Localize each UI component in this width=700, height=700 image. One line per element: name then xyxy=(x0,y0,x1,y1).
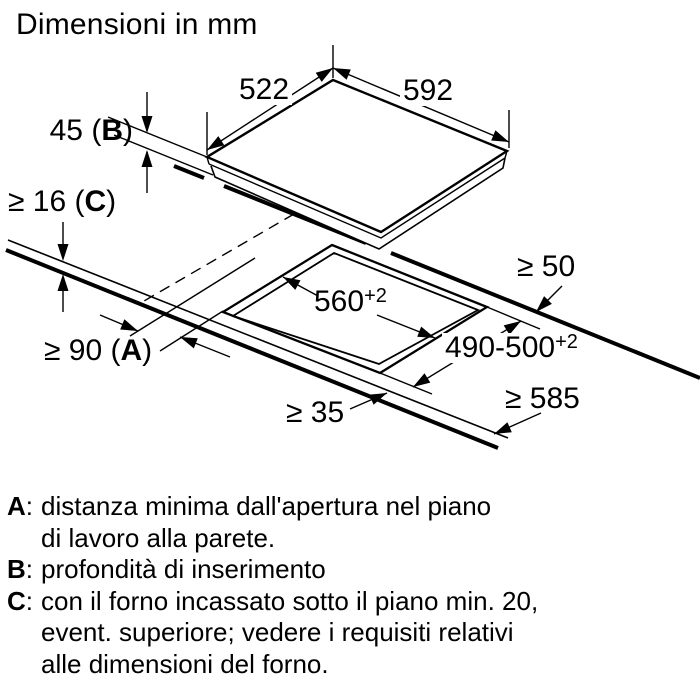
dimension-16C xyxy=(58,222,69,312)
label-490-500: $490-500^{+2}$ xyxy=(442,333,581,363)
label-592: 592 xyxy=(400,76,456,106)
legend-item-C-cont: event. superiore; vedere i requisiti relativi xyxy=(41,617,514,647)
legend-item-C: C: con il forno incassato sotto il piano min. 20, xyxy=(7,585,539,616)
label-16C: ≥ 16 (C) xyxy=(8,185,117,218)
label-522: 522 xyxy=(236,75,292,105)
page-title: Dimensioni in mm xyxy=(16,8,258,41)
label-50: ≥ 50 xyxy=(517,250,576,283)
legend-item-A-cont: di lavoro alla parete. xyxy=(41,522,276,553)
label-35: ≥ 35 xyxy=(286,396,345,429)
dimension-585 xyxy=(494,413,541,434)
legend-item-A: A: distanza minima dall'apertura nel piano xyxy=(7,491,492,521)
dimension-50 xyxy=(536,286,562,312)
label-45B: 45 (B) xyxy=(49,114,133,147)
label-585: ≥ 585 xyxy=(505,382,580,415)
legend xyxy=(0,491,692,680)
legend-item-B: B: profondità di inserimento xyxy=(7,554,326,584)
legend-item-C-cont2: alle dimensioni del forno. xyxy=(41,648,329,679)
label-560: $560^{+2}$ xyxy=(314,285,387,318)
label-90A: ≥ 90 (A) xyxy=(44,334,153,367)
